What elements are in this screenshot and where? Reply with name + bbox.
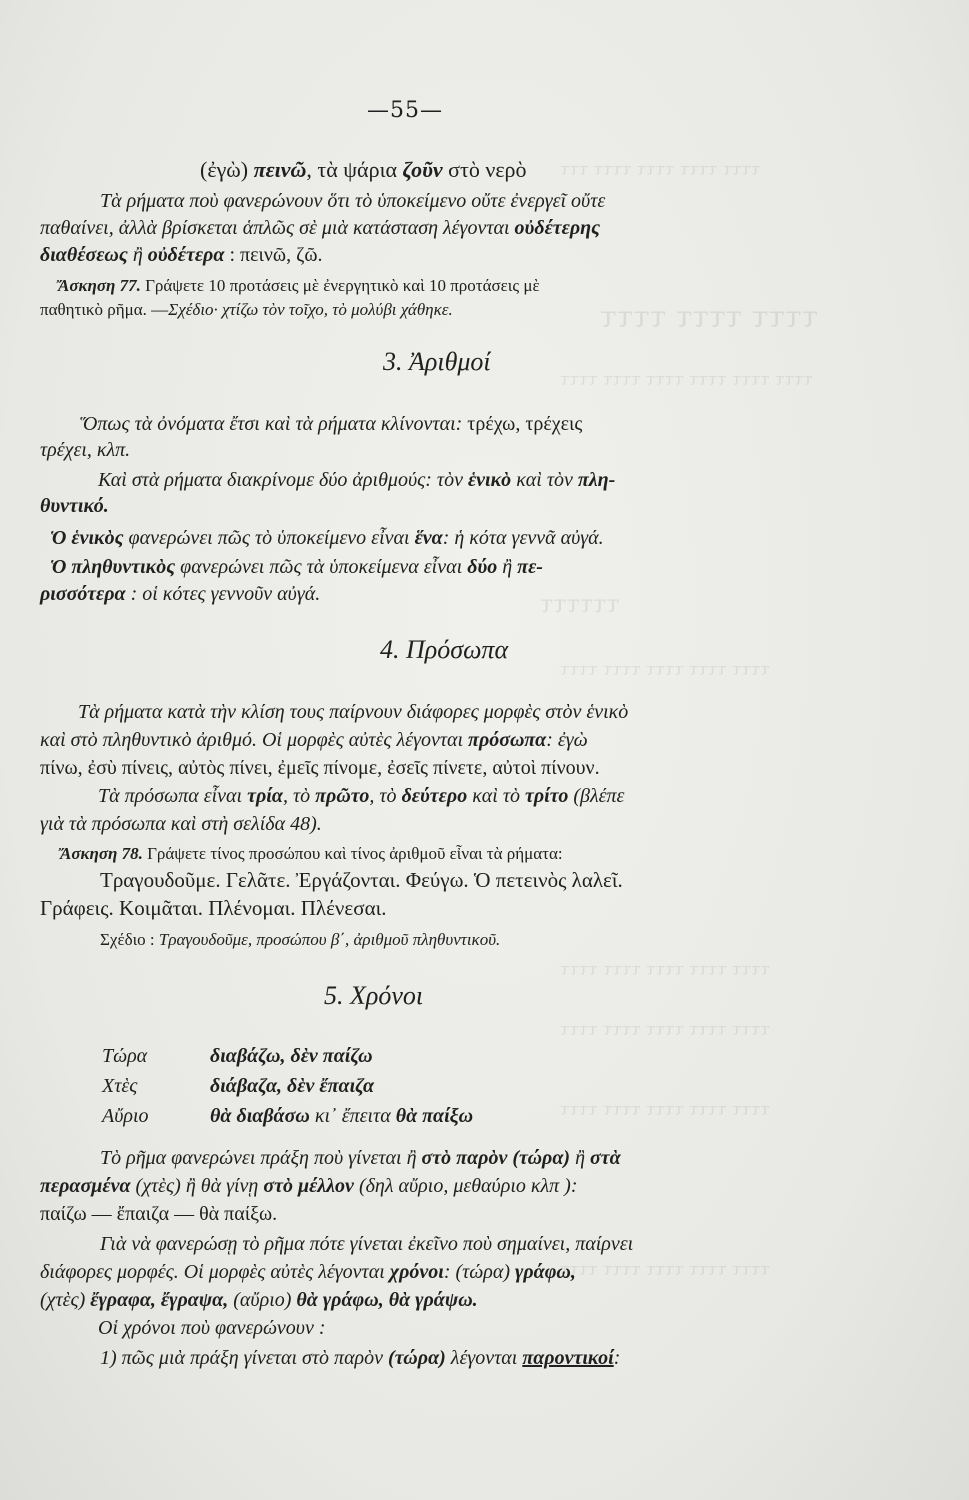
persons-second: δεύτερο bbox=[401, 785, 468, 807]
plural-term: πλη- bbox=[577, 469, 616, 491]
tenses-tomorrow: (αὔριο) bbox=[228, 1289, 297, 1311]
plural-two: δύο bbox=[467, 556, 498, 578]
section-4-heading: 4. Πρόσωπα bbox=[380, 635, 509, 664]
exercise-77-sketch: Σχέδιο· χτίζω τὸν τοῖχο, τὸ μολύβι χάθηκε. bbox=[168, 300, 453, 319]
example-post: στὸ νερὸ bbox=[442, 157, 527, 182]
tenses-or: ἢ bbox=[570, 1147, 591, 1169]
tenses-text-2: (χτὲς) ἢ θὰ γίνῃ bbox=[130, 1175, 264, 1197]
tense-tomorrow-then: κι᾿ ἔπειτα bbox=[309, 1105, 396, 1127]
persons-sep-3: καὶ τὸ bbox=[467, 785, 525, 807]
persons-see: (βλέπε bbox=[568, 785, 625, 807]
tenses-in-the: στὰ bbox=[590, 1147, 621, 1169]
tenses-future: στὸ μέλλον bbox=[263, 1175, 354, 1197]
neutral-line-1: Τὰ ρήματα ποὺ φανερώνουν ὅτι τὸ ὑποκείμενο οὔτε ἐνεργεῖ οὔτε bbox=[100, 190, 606, 212]
plural-more: πε- bbox=[517, 556, 543, 578]
tenses-present-now: (τώρα) bbox=[388, 1347, 446, 1369]
section-5-heading: 5. Χρόνοι bbox=[324, 981, 424, 1010]
persons-third: τρίτο bbox=[525, 785, 569, 807]
plural-line bbox=[50, 555, 543, 579]
example-mid: , τὰ ψάρια bbox=[306, 157, 403, 182]
exercise-77-text-2: παθητικὸ ρῆμα. — bbox=[40, 300, 169, 319]
exercise-77-text: Γράψετε 10 προτάσεις μὲ ἐνεργητικὸ καὶ 10 προτάσεις μὲ bbox=[140, 276, 540, 295]
tense-row-yesterday bbox=[102, 1074, 374, 1098]
bleed-through-texture: ττττ ττττ ττττ ττττ τττ ττττ ττττ ττττ ττττ ττττ ττττ ττττ ττττ ττττ ττττττ ττττ ττττ ττττ ττττ ττττ ττττ ττττ ττττ ττττ ττττ ττττ ττττ ττττ ττττ ττττ ττττ ττττ ττττ ττττ ττττ ττττ ττττ ττττ ττττ ττττ bbox=[540, 160, 819, 1280]
singular-line bbox=[50, 526, 604, 550]
plural-example: : οἱ κότες γεννοῦν αὐγά. bbox=[125, 583, 321, 605]
persons-line-5: γιὰ τὰ πρόσωπα καὶ στὴ σελίδα 48). bbox=[40, 813, 322, 835]
persons-line-2 bbox=[40, 728, 588, 752]
tenses-colon: : bbox=[613, 1347, 621, 1369]
numbers-line-1 bbox=[80, 412, 582, 436]
tenses-text-1: Τὸ ρῆμα φανερώνει πράξη ποὺ γίνεται ἢ bbox=[100, 1147, 422, 1169]
tenses-line-6 bbox=[40, 1288, 478, 1312]
tense-row-now bbox=[102, 1044, 373, 1068]
persons-ego: : ἐγὼ bbox=[546, 729, 588, 751]
exercise-78-sketch bbox=[100, 928, 500, 952]
exercise-77-line-2 bbox=[40, 298, 453, 322]
tenses-line-4: Γιὰ νὰ φανερώσῃ τὸ ρῆμα πότε γίνεται ἐκεῖνο ποὺ σημαίνει, παίρνει bbox=[100, 1233, 634, 1255]
tenses-wrote: ἔγραφα, ἔγραψα, bbox=[90, 1289, 229, 1311]
tense-tomorrow-verb-1: θὰ διαβάσω bbox=[210, 1105, 310, 1127]
tenses-write: γράφω, bbox=[515, 1261, 576, 1283]
exercise-78-text: Γράψετε τίνος προσώπου καὶ τίνος ἀριθμοῦ εἶναι τὰ ρήματα: bbox=[142, 844, 563, 863]
tenses-forms: διάφορες μορφές. Οἱ μορφὲς αὐτὲς λέγονται bbox=[40, 1261, 390, 1283]
example-verb2: ζοῦν bbox=[402, 157, 443, 182]
example-line bbox=[200, 158, 527, 182]
tenses-present-text: 1) πῶς μιὰ πράξη γίνεται στὸ παρὸν bbox=[100, 1347, 389, 1369]
tenses-will-write: θὰ γράφω, θὰ γράψω. bbox=[296, 1289, 478, 1311]
persons-line-3: πίνω, ἐσὺ πίνεις, αὐτὸς πίνει, ἐμεῖς πίνομε, ἐσεῖς πίνετε, αὐτοὶ πίνουν. bbox=[40, 757, 600, 779]
persons-first: πρῶτο bbox=[315, 785, 370, 807]
singular-term: ἑνικὸ bbox=[467, 469, 512, 491]
neutral-line-2 bbox=[40, 216, 600, 240]
persons-line-1: Τὰ ρήματα κατὰ τὴν κλίση τους παίρνουν διάφορες μορφὲς στὸν ἑνικὸ bbox=[78, 701, 629, 723]
tenses-line-8 bbox=[100, 1346, 620, 1370]
tenses-line-1 bbox=[100, 1146, 621, 1170]
tenses-present: στὸ παρὸν (τώρα) bbox=[421, 1147, 571, 1169]
numbers-line-4: θυντικό. bbox=[40, 495, 109, 517]
persons-term: πρόσωπα bbox=[468, 729, 547, 751]
singular-example: : ἡ κότα γεννᾶ αὐγά. bbox=[442, 527, 604, 549]
neutral-line-2-text: παθαίνει, ἀλλὰ βρίσκεται ἁπλῶς σὲ μιὰ κατάσταση λέγονται bbox=[40, 217, 515, 239]
persons-sep-1: , τὸ bbox=[282, 785, 316, 807]
exercise-78-words-2: Γράφεις. Κοιμᾶται. Πλένομαι. Πλένεσαι. bbox=[40, 896, 387, 920]
numbers-and: καὶ τὸν bbox=[511, 469, 578, 491]
exercise-77-label: Ἄσκηση 77. bbox=[58, 276, 141, 295]
tense-yesterday-verb: διάβαζα, δὲν ἔπαιζα bbox=[210, 1075, 375, 1097]
sketch-label: Σχέδιο : bbox=[100, 930, 155, 949]
exercise-78-line bbox=[60, 842, 563, 866]
tenses-past: περασμένα bbox=[40, 1175, 131, 1197]
exercise-78-label: Ἄσκηση 78. bbox=[60, 844, 143, 863]
plural-more-2: ρισσότερα bbox=[40, 583, 126, 605]
plural-label: Ὁ πληθυντικὸς bbox=[50, 556, 176, 578]
tenses-line-7: Οἱ χρόνοι ποὺ φανερώνουν : bbox=[98, 1317, 326, 1339]
numbers-intro: Ὅπως τὰ ὀνόματα ἔτσι καὶ τὰ ρήματα κλίνονται: bbox=[80, 413, 463, 435]
neutral-line-3 bbox=[40, 243, 323, 267]
persons-count: Τὰ πρόσωπα εἶναι bbox=[98, 785, 248, 807]
numbers-distinguish: Καὶ στὰ ρήματα διακρίνομε δύο ἀριθμούς: τὸν bbox=[98, 469, 468, 491]
tenses-text-3: (δηλ αὔριο, μεθαύριο κλπ ): bbox=[353, 1175, 578, 1197]
page-number: —55— bbox=[367, 98, 443, 123]
example-verb: πεινῶ bbox=[253, 157, 307, 182]
neutral-term-3: οὐδέτερα bbox=[147, 244, 225, 266]
tenses-line-3: παίζω — ἔπαιζα — θὰ παίξω. bbox=[40, 1203, 278, 1225]
persons-text: καὶ στὸ πληθυντικὸ ἀριθμό. Οἱ μορφὲς αὐτὲς λέγονται bbox=[40, 729, 469, 751]
tenses-line-2 bbox=[40, 1174, 578, 1198]
singular-text: φανερώνει πῶς τὸ ὑποκείμενο εἶναι bbox=[123, 527, 415, 549]
neutral-term: οὐδέτερης bbox=[514, 217, 601, 239]
tense-yesterday-label: Χτὲς bbox=[102, 1075, 138, 1097]
tenses-term: χρόνοι bbox=[389, 1261, 444, 1283]
singular-label: Ὁ ἑνικὸς bbox=[50, 527, 124, 549]
persons-sep-2: , τὸ bbox=[369, 785, 402, 807]
tense-tomorrow-verb-2: θὰ παίξω bbox=[395, 1105, 474, 1127]
example-pre: (ἐγὼ) bbox=[200, 157, 254, 182]
persons-three: τρία bbox=[247, 785, 283, 807]
tenses-called: λέγονται bbox=[445, 1347, 523, 1369]
neutral-term-2: διαθέσεως bbox=[40, 244, 128, 266]
neutral-examples: : πεινῶ, ζῶ. bbox=[224, 244, 323, 266]
numbers-line-3 bbox=[98, 468, 615, 492]
plural-or: ἢ bbox=[497, 556, 518, 578]
tenses-now: : (τώρα) bbox=[443, 1261, 516, 1283]
exercise-77-line-1 bbox=[58, 274, 540, 298]
tenses-yesterday: (χτὲς) bbox=[40, 1289, 91, 1311]
persons-line-4 bbox=[98, 784, 624, 808]
tense-tomorrow-label: Αὔριο bbox=[102, 1105, 149, 1127]
exercise-78-words-1: Τραγουδοῦμε. Γελᾶτε. Ἐργάζονται. Φεύγω. Ὁ πετεινὸς λαλεῖ. bbox=[100, 868, 623, 892]
neutral-or: ἢ bbox=[127, 244, 148, 266]
tense-now-verb: διαβάζω, δὲν παίζω bbox=[210, 1045, 373, 1067]
sketch-text: Τραγουδοῦμε, προσώπου β΄, ἀριθμοῦ πληθυντικοῦ. bbox=[154, 930, 501, 949]
singular-one: ἕνα bbox=[414, 527, 443, 549]
numbers-example: τρέχω, τρέχεις bbox=[462, 413, 583, 435]
tenses-present-term: παροντικοί bbox=[522, 1347, 614, 1369]
tenses-line-5 bbox=[40, 1260, 576, 1284]
tense-row-tomorrow bbox=[102, 1104, 473, 1128]
plural-text: φανερώνει πῶς τὰ ὑποκείμενα εἶναι bbox=[175, 556, 468, 578]
numbers-line-2: τρέχει, κλπ. bbox=[40, 439, 131, 461]
section-3-heading: 3. Ἀριθμοί bbox=[383, 347, 491, 376]
tense-now-label: Τώρα bbox=[102, 1045, 148, 1067]
plural-line-2 bbox=[40, 582, 320, 606]
